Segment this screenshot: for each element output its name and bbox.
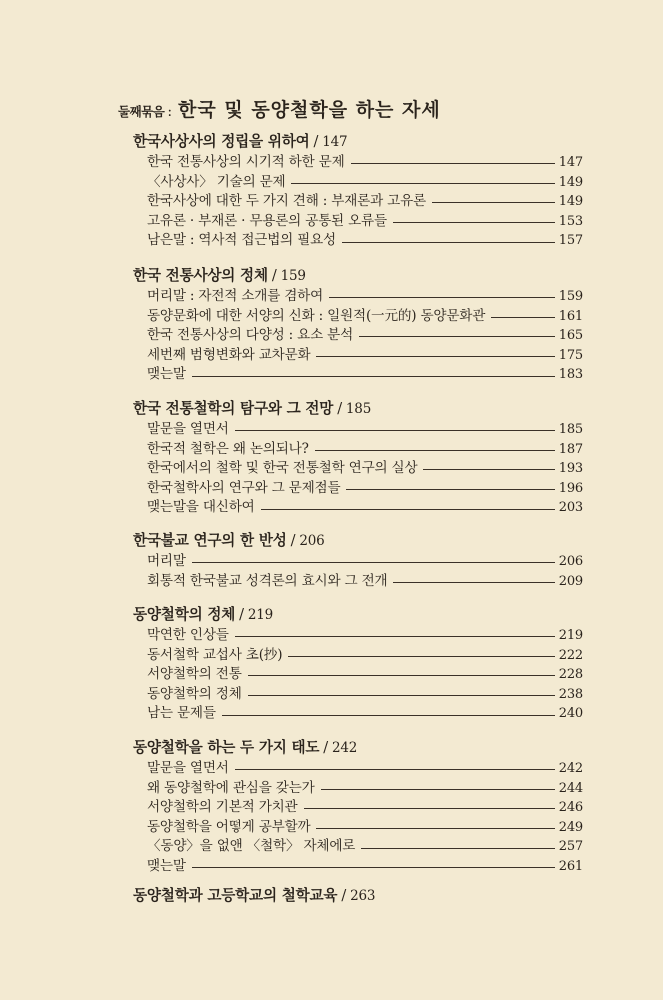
entry-page-number: 175 — [558, 347, 583, 363]
leader-line — [248, 675, 555, 676]
entry-title: 한국사상에 대한 두 가지 견해 : 부재론과 고유론 — [147, 193, 426, 210]
chapter-page-separator: / — [337, 400, 342, 417]
entry-page-number: 157 — [558, 233, 583, 249]
toc-entry — [133, 552, 583, 572]
entry-title: 한국 전통사상의 다양성 : 요소 분석 — [147, 327, 354, 344]
chapter-heading — [133, 530, 583, 552]
leader-line — [316, 356, 554, 357]
entry-title: 서양철학의 기본적 가치관 — [147, 799, 298, 816]
entry-page-number: 219 — [558, 628, 583, 643]
chapter-page-separator: / — [239, 606, 244, 623]
toc-entry — [133, 626, 583, 646]
entry-page-number: 222 — [558, 647, 583, 663]
entry-title: 막연한 인상들 — [147, 627, 229, 643]
entry-title: 머리말 : 자전적 소개를 겸하여 — [147, 288, 324, 304]
toc-entry — [133, 192, 583, 212]
chapter-page-number: 159 — [280, 268, 306, 284]
entry-title: 왜 동양철학에 관심을 갖는가 — [147, 779, 315, 796]
entry-page-number: 165 — [558, 328, 583, 344]
toc-entry — [133, 857, 583, 877]
leader-line — [359, 336, 555, 337]
leader-line — [248, 695, 555, 696]
entry-page-number: 206 — [558, 554, 583, 569]
entry-title: 한국철학사의 연구와 그 문제점들 — [147, 479, 341, 496]
toc-entry — [133, 798, 583, 818]
toc-entry — [133, 479, 583, 499]
leader-line — [235, 769, 555, 770]
entry-title: 한국에서의 철학 및 한국 전통철학 연구의 실상 — [147, 460, 418, 477]
entry-page-number: 228 — [558, 667, 583, 683]
entry-title: 세번째 범형변화와 교차문화 — [147, 346, 311, 363]
chapter-page-separator: / — [271, 267, 277, 284]
chapter-page-separator: / — [341, 887, 347, 904]
entry-title: 동양철학을 어떻게 공부할까 — [147, 818, 311, 835]
entry-title: 맺는말을 대신하여 — [147, 499, 255, 516]
entry-page-number: 203 — [558, 500, 583, 516]
toc-entry — [133, 685, 583, 705]
chapter — [133, 885, 583, 907]
leader-line — [321, 789, 555, 790]
toc-entry — [133, 365, 583, 385]
entry-page-number: 242 — [558, 761, 583, 776]
leader-line — [423, 469, 554, 470]
entry-title: 동양문화에 대한 서양의 신화 : 일원적(一元的) 동양문화관 — [147, 307, 486, 324]
leader-line — [192, 562, 555, 563]
toc-entry — [133, 665, 583, 685]
entry-title: 말문을 열면서 — [147, 421, 229, 437]
leader-line — [393, 222, 555, 223]
chapter — [133, 265, 583, 385]
chapter-page-number: 242 — [332, 740, 358, 756]
entry-title: 남는 문제들 — [147, 705, 216, 722]
entry-title: 〈동양〉을 없앤 〈철학〉 자체에로 — [147, 838, 356, 855]
entry-page-number: 249 — [558, 819, 583, 835]
entry-title: 고유론 · 부재론 · 무용론의 공통된 오류들 — [147, 212, 387, 229]
entry-page-number: 147 — [558, 155, 583, 170]
toc-entry — [133, 646, 583, 666]
toc-entry — [133, 837, 583, 857]
chapter-page-separator: / — [290, 532, 296, 549]
entry-title: 〈사상사〉 기술의 문제 — [147, 173, 286, 190]
toc-entry — [133, 420, 583, 440]
chapter-title: 한국불교 연구의 한 반성 — [133, 532, 287, 549]
entry-page-number: 185 — [558, 422, 583, 437]
leader-line — [346, 489, 554, 490]
entry-title: 맺는말 — [147, 366, 186, 383]
toc-entry — [133, 572, 583, 592]
chapter-page-separator: / — [313, 133, 319, 150]
leader-line — [235, 636, 555, 637]
entry-page-number: 153 — [558, 213, 583, 229]
chapter-heading — [133, 265, 583, 287]
chapter-heading — [133, 737, 583, 759]
chapter-page-number: 219 — [247, 607, 274, 623]
entry-page-number: 246 — [558, 800, 583, 816]
chapter-title: 동양철학의 정체 — [133, 606, 236, 623]
leader-line — [361, 848, 555, 849]
leader-line — [351, 163, 555, 164]
chapter — [133, 131, 583, 251]
part-label: 둘째묶음 — [118, 104, 165, 119]
entry-page-number: 161 — [558, 308, 583, 324]
chapter-heading — [133, 604, 583, 626]
entry-page-number: 193 — [558, 461, 583, 477]
chapter-heading — [133, 398, 583, 420]
entry-title: 동양철학의 정체 — [147, 685, 242, 702]
entry-page-number: 244 — [558, 780, 583, 796]
chapter-title: 한국 전통철학의 탐구와 그 전망 — [133, 400, 334, 417]
toc-entry — [133, 759, 583, 779]
chapter-page-separator: / — [323, 739, 329, 756]
entry-page-number: 209 — [558, 573, 583, 589]
entry-title: 머리말 — [147, 553, 186, 569]
entry-title: 회통적 한국불교 성격론의 효시와 그 전개 — [147, 572, 388, 589]
chapter-heading — [133, 131, 583, 153]
chapter — [133, 737, 583, 877]
leader-line — [235, 430, 555, 431]
entry-page-number: 196 — [558, 480, 583, 496]
leader-line — [261, 509, 555, 510]
chapter-page-number: 147 — [322, 134, 348, 150]
entry-title: 말문을 열면서 — [147, 760, 229, 776]
entry-title: 한국 전통사상의 시기적 하한 문제 — [147, 154, 345, 170]
toc-entry — [133, 153, 583, 173]
chapter-title: 동양철학과 고등학교의 철학교육 — [133, 887, 338, 904]
chapter-title: 동양철학을 하는 두 가지 태도 — [133, 739, 320, 756]
toc-entry — [133, 498, 583, 518]
toc-entry — [133, 779, 583, 799]
part-separator: : — [167, 104, 173, 120]
toc-entry — [133, 440, 583, 460]
chapter-heading — [133, 885, 583, 907]
chapter-title: 한국사상사의 정립을 위하여 — [133, 133, 310, 150]
toc-entry — [133, 459, 583, 479]
leader-line — [291, 183, 554, 184]
leader-line — [393, 582, 554, 583]
entry-title: 서양철학의 전통 — [147, 666, 242, 683]
leader-line — [192, 376, 555, 377]
chapter-page-number: 206 — [299, 533, 325, 549]
chapter — [133, 530, 583, 591]
toc-entry — [133, 818, 583, 838]
entry-page-number: 159 — [558, 289, 583, 304]
leader-line — [329, 297, 555, 298]
leader-line — [342, 242, 555, 243]
toc-entry — [133, 173, 583, 193]
toc-entry — [133, 326, 583, 346]
entry-page-number: 257 — [558, 839, 583, 855]
entry-page-number: 149 — [558, 174, 583, 190]
toc-entry — [133, 231, 583, 251]
leader-line — [432, 202, 555, 203]
toc-entry — [133, 704, 583, 724]
toc-entry — [133, 346, 583, 366]
entry-page-number: 183 — [558, 367, 583, 383]
entry-page-number: 187 — [558, 441, 583, 457]
entry-page-number: 238 — [558, 686, 583, 702]
part-heading — [118, 95, 441, 122]
entry-title: 한국적 철학은 왜 논의되나? — [147, 440, 309, 457]
part-title: 한국 및 동양철학을 하는 자세 — [178, 99, 441, 121]
leader-line — [288, 656, 554, 657]
chapter-title: 한국 전통사상의 정체 — [133, 267, 268, 284]
leader-line — [192, 867, 555, 868]
leader-line — [222, 715, 555, 716]
entry-page-number: 240 — [558, 706, 583, 722]
leader-line — [315, 450, 555, 451]
leader-line — [304, 808, 555, 809]
entry-title: 동서철학 교섭사 초(抄) — [147, 646, 283, 663]
chapter — [133, 604, 583, 724]
toc-entry — [133, 287, 583, 307]
entry-title: 남은말 : 역사적 접근법의 필요성 — [147, 232, 336, 249]
toc-entry — [133, 212, 583, 232]
leader-line — [491, 317, 555, 318]
chapter — [133, 398, 583, 518]
toc-entry — [133, 307, 583, 327]
chapter-page-number: 263 — [350, 888, 376, 904]
entry-page-number: 149 — [558, 194, 583, 210]
entry-title: 맺는말 — [147, 857, 186, 874]
leader-line — [316, 828, 554, 829]
chapter-page-number: 185 — [345, 401, 372, 417]
entry-page-number: 261 — [558, 858, 583, 874]
